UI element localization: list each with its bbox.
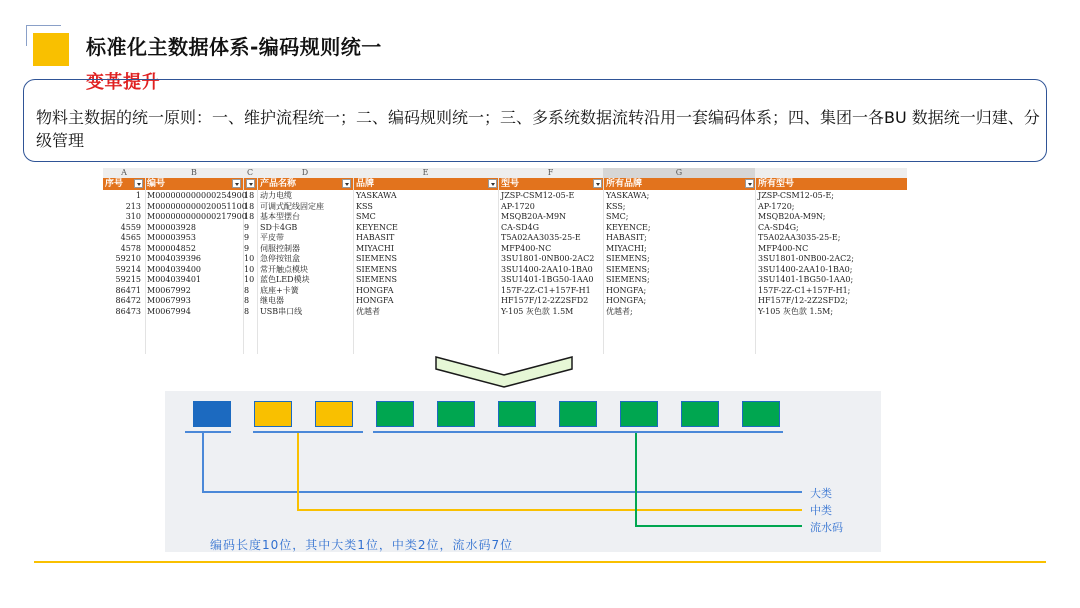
code-segment-yellow [315, 401, 353, 427]
table-cell: 59210 [115, 254, 141, 263]
table-cell: M0067994 [147, 306, 191, 316]
table-cell: SIEMENS; [606, 254, 650, 263]
table-row [103, 191, 907, 202]
table-cell: KEYENCE [356, 222, 398, 232]
page-title: 标准化主数据体系-编码规则统一 [86, 35, 382, 59]
table-cell: 18 [244, 201, 255, 211]
table-cell: YASKAWA [356, 191, 397, 200]
filter-dropdown-icon[interactable] [342, 179, 351, 188]
table-cell: HABASIT; [606, 233, 647, 242]
table-cell: SIEMENS [356, 254, 397, 263]
table-row [103, 286, 907, 297]
table-cell: MIYACHI; [606, 243, 647, 253]
spreadsheet [103, 168, 907, 354]
table-cell: M00004852 [147, 243, 196, 253]
table-cell: 9 [244, 233, 250, 242]
table-cell: M000000000000217900 [147, 212, 247, 221]
middle-underline [253, 431, 363, 433]
column-letter: G [603, 168, 755, 178]
table-cell: Y-105 灰色款 1.5M [501, 306, 574, 316]
header-cell: 编号 [147, 179, 166, 189]
table-cell: M000000000020051100 [147, 201, 247, 211]
filter-dropdown-icon[interactable] [246, 179, 255, 188]
table-cell: 10 [244, 264, 255, 274]
table-cell: SIEMENS; [606, 275, 650, 284]
table-cell: MIYACHI [356, 243, 395, 253]
table-cell: YASKAWA; [606, 191, 650, 200]
title-accent-square [33, 33, 69, 66]
code-segment-green [681, 401, 719, 427]
code-segment-green [437, 401, 475, 427]
table-cell: 157F-2Z-C1+157F-H1 [501, 285, 591, 295]
table-cell: 4559 [120, 222, 141, 232]
column-letter: F [547, 168, 554, 177]
major-connector [202, 491, 802, 493]
bottom-divider [34, 561, 1046, 563]
header-cell: 序号 [105, 179, 124, 189]
table-cell: 59215 [115, 275, 141, 284]
major-label: 大类 [810, 487, 832, 500]
header-cell: 所有品牌 [606, 179, 643, 189]
table-cell: 动力电缆 [260, 191, 292, 200]
table-cell: 10 [244, 254, 255, 263]
table-cell: MFP400-NC [758, 243, 809, 253]
filter-dropdown-icon[interactable] [593, 179, 602, 188]
column-letter: D [301, 168, 309, 177]
table-cell: 3SU1400-2AA10-1BA0 [501, 264, 593, 274]
table-cell: 基本型摆台 [260, 212, 300, 221]
code-length-caption: 编码长度10位，其中大类1位，中类2位，流水码7位 [210, 538, 514, 552]
filter-dropdown-icon[interactable] [488, 179, 497, 188]
table-cell: SD卡4GB [260, 222, 298, 232]
table-cell: M004039401 [147, 275, 201, 284]
table-cell: M00003928 [147, 222, 196, 232]
table-cell: MSQB20A-M9N [501, 212, 567, 221]
principle-text: 物料主数据的统一原则：一、维护流程统一；二、编码规则统一；三、多系统数据流转沿用一套编码体系；四、集团一各BU 数据统一归建、分级管理 [36, 108, 1040, 150]
table-cell: Y-105 灰色款 1.5M; [758, 306, 834, 316]
table-cell: KSS; [606, 201, 626, 211]
major-underline [185, 431, 231, 433]
filter-dropdown-icon[interactable] [232, 179, 241, 188]
table-cell: 3SU1401-1BG50-1AA0; [758, 275, 854, 284]
table-cell: 常开触点模块 [260, 264, 308, 274]
table-cell: MSQB20A-M9N; [758, 212, 826, 221]
table-cell: 8 [244, 285, 250, 295]
table-cell: 86471 [115, 285, 141, 295]
code-segment-blue [193, 401, 231, 427]
table-cell: M004039400 [147, 264, 201, 274]
column-letter: B [191, 168, 197, 177]
table-cell: 8 [244, 296, 250, 305]
table-cell: T5A02AA3035-25-E [501, 233, 581, 242]
table-cell: 优越者; [606, 306, 633, 316]
table-cell: 10 [244, 275, 255, 284]
table-cell: SIEMENS [356, 264, 397, 274]
table-cell: MFP400-NC [501, 243, 552, 253]
table-cell: 86472 [115, 296, 141, 305]
table-cell: 4578 [120, 243, 141, 253]
table-cell: CA-SD4G; [758, 222, 799, 232]
table-cell: 平皮带 [260, 233, 284, 242]
table-cell: HONGFA [356, 285, 394, 295]
table-cell: M0067993 [147, 296, 191, 305]
table-cell: KSS [356, 201, 373, 211]
column-letter: E [422, 168, 429, 177]
table-cell: 18 [244, 191, 255, 200]
code-segment-green [376, 401, 414, 427]
column-letters [103, 168, 907, 178]
table-cell: SMC [356, 212, 376, 221]
header-cell: 所有型号 [758, 179, 795, 189]
middle-label: 中类 [810, 504, 832, 517]
table-cell: 18 [244, 212, 255, 221]
down-chevron-arrow [434, 355, 574, 389]
header-cell: 品牌 [356, 179, 375, 189]
table-cell: HF157F/12-2Z2SFD2 [501, 296, 589, 305]
table-cell: 1 [135, 191, 141, 200]
table-cell: 310 [125, 212, 141, 221]
table-cell: 伺服控制器 [260, 243, 300, 253]
table-row [103, 244, 907, 255]
code-segment-green [742, 401, 780, 427]
table-cell: M0067992 [147, 285, 191, 295]
table-row [103, 307, 907, 318]
table-cell: HONGFA; [606, 285, 647, 295]
table-cell: HONGFA [356, 296, 394, 305]
table-cell: HONGFA; [606, 296, 647, 305]
table-cell: USB串口线 [260, 306, 303, 316]
table-cell: JZSP-CSM12-05-E [501, 191, 575, 200]
filter-dropdown-icon[interactable] [134, 179, 143, 188]
table-cell: AP-1720; [758, 201, 795, 211]
code-segment-green [498, 401, 536, 427]
table-row [103, 233, 907, 244]
table-cell: HABASIT [356, 233, 395, 242]
table-row [103, 212, 907, 223]
serial-connector [635, 433, 637, 525]
table-cell: SMC; [606, 212, 629, 221]
major-connector [202, 433, 204, 491]
header-row [103, 178, 907, 190]
table-cell: SIEMENS; [606, 264, 650, 274]
table-row [103, 223, 907, 234]
table-cell: 3SU1400-2AA10-1BA0; [758, 264, 853, 274]
table-cell: 急停按钮盒 [260, 254, 300, 263]
table-cell: 底座+卡簧 [260, 285, 299, 295]
table-cell: 可调式配线固定座 [260, 201, 324, 211]
table-cell: HF157F/12-2Z2SFD2; [758, 296, 848, 305]
code-segment-green [620, 401, 658, 427]
table-cell: M000000000000254900 [147, 191, 247, 200]
table-cell: 3SU1401-1BG50-1AA0 [501, 275, 594, 284]
table-cell: T5A02AA3035-25-E; [758, 233, 841, 242]
page-subtitle: 变革提升 [86, 72, 160, 93]
serial-label: 流水码 [810, 521, 843, 534]
table-cell: 86473 [115, 306, 141, 316]
table-cell: 3SU1801-0NB00-2AC2 [501, 254, 595, 263]
header-cell: 产品名称 [260, 179, 297, 189]
table-row [103, 202, 907, 213]
column-letter: C [246, 168, 254, 177]
code-segment-green [559, 401, 597, 427]
middle-connector [297, 509, 802, 511]
table-cell: 4565 [120, 233, 141, 242]
table-cell: KEYENCE; [606, 222, 651, 232]
header-cell: 型号 [501, 179, 520, 189]
table-cell: 蓝色LED模块 [260, 275, 310, 284]
table-cell: M00003953 [147, 233, 196, 242]
table-row [103, 265, 907, 276]
table-row [103, 254, 907, 265]
table-cell: 优越者 [356, 306, 380, 316]
table-cell: M004039396 [147, 254, 201, 263]
table-cell: 8 [244, 306, 250, 316]
table-row [103, 296, 907, 307]
table-cell: CA-SD4G [501, 222, 539, 232]
table-row [103, 275, 907, 286]
table-cell: 9 [244, 222, 250, 232]
table-cell: AP-1720 [501, 201, 535, 211]
table-cell: 3SU1801-0NB00-2AC2; [758, 254, 854, 263]
middle-connector [297, 433, 299, 509]
table-cell: 继电器 [260, 296, 284, 305]
table-cell: 9 [244, 243, 250, 253]
serial-underline [373, 431, 783, 433]
table-cell: JZSP-CSM12-05-E; [758, 191, 834, 200]
table-cell: 157F-2Z-C1+157F-H1; [758, 285, 851, 295]
column-letter: A [121, 168, 127, 177]
code-segment-yellow [254, 401, 292, 427]
data-rows [103, 191, 907, 317]
serial-connector [635, 525, 802, 527]
table-cell: 59214 [115, 264, 141, 274]
table-cell: SIEMENS [356, 275, 397, 284]
code-structure-diagram [165, 391, 881, 552]
filter-dropdown-icon[interactable] [745, 179, 754, 188]
table-cell: 213 [125, 201, 141, 211]
